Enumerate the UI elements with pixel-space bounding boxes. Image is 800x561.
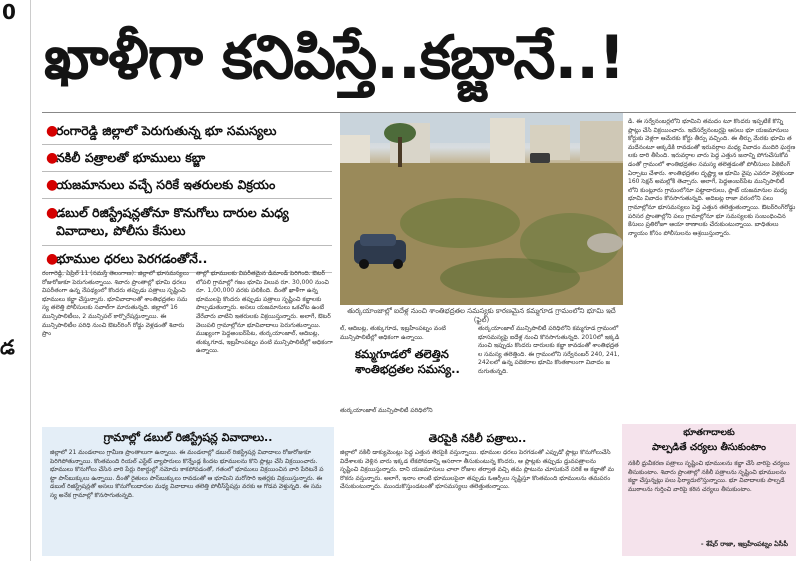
tail-left-text: తుర్కయాంజాల్ మున్సిపాలిటీ పరిధిలోని <box>340 407 433 414</box>
highlight-item <box>42 172 332 199</box>
highlight-item <box>42 246 332 273</box>
bullet-icon: ● <box>46 205 59 221</box>
highlight-item <box>42 145 332 172</box>
police-statement-box <box>622 424 796 556</box>
double-registration-heading: గ్రామాల్లో డబుల్ రిజిస్ట్రేషన్ల వివాదాలు.. <box>103 431 273 444</box>
previous-article-heading: డ <box>0 335 15 359</box>
sub-right-text: తుర్కయాంజాల్ మున్సిపాలిటీ పరిధిలోని కమ్మగూడ గ్రామంలో భూసమస్యపై ఐదేళ్ల నుంచి కొనసాగుతున్నది. 2010లో ఇక్కడి నుంచి ఇప్పుడు కొందరు దారులకు కబ్జా కావడంతో శాంతిభద్రతల సమస్య తలెత్తింది. ఈ గ్రామంలోని సర్వేనంబర్ 240, 241, 242లలో ఉన్న పదెకరాల భూమి కొంతకాలంగా వివాదం జరుగుతున్నది. <box>478 325 620 375</box>
previous-article-text <box>2 34 28 334</box>
headline: ఖాళీగా కనిపిస్తే..కబ్జానే..! <box>44 23 625 93</box>
fake-documents-heading: తెరపైకి నకిలీ పత్రాలు.. <box>428 432 527 445</box>
bullet-icon: ● <box>46 123 59 139</box>
news-photo <box>340 113 623 305</box>
previous-article-text-2 <box>2 380 28 560</box>
police-statement-heading-1: భూతగాదాలకు <box>683 428 735 438</box>
photo-caption: తుర్కయాంజాల్లో ఐదేళ్ల నుంచి శాంతిభద్రతల సమస్యకు కారణమైన కమ్మగూడ గ్రామంలోని భూమి ఇదే (ఫైల్) <box>347 307 616 324</box>
fake-documents-text: జిల్లాలో నకిలీ డాక్యుమెంట్లు పెద్ద ఎత్తున తెరపైకి వస్తున్నాయి. భూముల ధరలు పెరగడంతో ఎప్పుడో ప్లాట్లు కొనుగోలుచేసి విదేశాలకు వెళ్లిన వారు ఇక్కడ లేకపోవడాన్ని ఆసరాగా తీసుకుంటున్న కొందరు, ఆ ప్లాట్లకు తప్పుడు ధ్రువపత్రాలను సృష్టించి విక్రయిస్తున్నారు. దాని యజమానులు చాలా రోజుల తర్వాత వచ్చి తమ ప్లాటును చూసుకునే సరికే ఆ కబ్జాతో మరొకరు వస్తున్నారు. అలాగే, ఇనాం లాంటి భూములపైనా తప్పుడు ఓఆర్సీలు సృష్టిస్తూ కొంతమంది భూములను తమపరం చేసుకుంటున్నారు. ముందుకొస్తుండటంతో భూసమస్యలు తలెత్తుతున్నాయి. <box>340 449 614 491</box>
previous-article-column <box>0 0 31 561</box>
police-statement-text: నకిలీ ధ్రువీకరణ పత్రాలు సృష్టించి భూములను కబ్జా చేసే వారిపై చర్యలు తీసుకుంటాం. శివారు ప్రాంతాల్లో నకిలీ పత్రాలను సృష్టించి భూములను కబ్జా చేస్తున్నట్లు పలు ఫిర్యాదులొస్తున్నాయి. భూ వివాదాలకు పాల్పడే ముఠాలను గుర్తించి వారిపై కఠిన చర్యలు తీసుకుంటాం. <box>628 460 790 493</box>
highlight-item <box>42 199 332 246</box>
highlight-text: యజమానులు వచ్చే సరికే ఇతరులకు విక్రయం <box>56 177 276 192</box>
highlight-text: డబుల్ రిజిస్ట్రేషన్లతోనూ కొనుగోలు దారుల మధ్య వివాదాలు, పోలీసు కేసులు <box>56 205 289 238</box>
highlight-text: భూముల ధరలు పెరగడంతోనే.. <box>56 251 208 266</box>
previous-article-number: 0 <box>2 0 16 24</box>
bullet-icon: ● <box>46 150 59 166</box>
highlight-item <box>42 118 332 145</box>
police-statement-heading-2: పాల్పడితే చర్యలు తీసుకుంటాం <box>651 442 766 453</box>
dateline-text: రంగారెడ్డి, ఏప్రిల్ 11 (నమస్తే తెలంగాణ): జిల్లాలో భూసమస్యలు రోజురోజుకూ పెరుగుతున్నాయి. శివారు ప్రాంతాల్లో భూమి ధరలు విపరీతంగా ఉన్న నేపథ్యంలో కొందరు తప్పుడు పత్రాలు సృష్టించి భూములు కబ్జా చేస్తున్నారు. భూవివాదాలతో శాంతిభద్రతల సమస్య తలెత్తి పోలీసులకు సవాల్‌గా మారుతున్నది. జిల్లాలో 16 మున్సిపాలిటీలు, 2 మున్సిపల్ కార్పొరేషన్లున్నాయి. ఈ మున్సిపాలిటీల పరిధి నుంచి ఔటర్‌రింగ్ రోడ్డు వెళ్లడంతో శివారు ప్రాం <box>42 270 189 338</box>
sub-left-text: ల్, ఆదిబట్ల, తుక్కుగూడ, ఇబ్రహీంపట్నం వంటి మున్సిపాలిటీల్లో అధికంగా ఉన్నాయి. <box>340 325 446 341</box>
kammaguda-subhead: కమ్మగూడలో తలెత్తిన శాంతిభద్రతల సమస్య.. <box>355 347 460 376</box>
right-column-text: డి. ఈ సర్వేనంబర్లలోని భూమిని తమదం టూ కొందరు ఇప్పటికే కొన్ని ప్లాట్లు చేసి విక్రయించారు. ఇదేసర్వేనంబర్లపై ఆసలు భూ యజమానులు కోర్టుకు వెళ్లగా ఆమేరకు కోర్టు తీర్పు వచ్చింది. ఈ తీర్పు మేరకు భూమి తమదేనంటూ అక్కడికి రావడంతో ఇరువర్గాల మధ్య వివాదం ముదిరి ఘర్షణలకు దారి తీసింది. ఇరువర్గాల వారు పెద్ద ఎత్తున జనాన్ని పోగుచేసుకోవడంతో గ్రామంలో శాంతిభద్రతల సమస్య తలెత్తడంతో పోలీసులు పికెటింగ్ ఏర్పాటు చేశారు. శాంతిభద్రతల దృష్ట్యా ఆ భూమి వైపు ఎవరూ వెళ్లకుండా 160 సెక్షన్ అమల్లోకి తెచ్చారు. అలాగే, పెద్దఅంబర్‌పేట మున్సిపాలిటీ లోని కుంట్లూరు గ్రామంలోనూ పట్టాదారులు, ప్లాట్ యజమానుల మధ్య భూమి వివాదం కొనసాగుతున్నది. అదిబట్ల రాజా వరంలోని పలు గ్రామాల్లోనూ భూసమస్యలు పెద్ద ఎత్తున తలెత్తుతున్నాయి. ఔటర్‌రింగ్‌రోడ్డు పరిసర ప్రాంతాల్లోని పలు గ్రామాల్లోనూ భూ సమస్యలకు సంబంధించిన కేసులు ప్రతిరోజూ ఆయా ఠాణాలకు చేరుకుంటున్నాయి. బాధితులు న్యాయం కోసం పోలీసులను ఆశ్రయిస్తున్నారు. <box>628 118 796 237</box>
double-registration-box <box>42 427 334 556</box>
highlights-list <box>42 118 332 273</box>
mid-column-text: తాల్లో భూములకు విపరీతమైన డిమాండ్ పెరిగింది. ఔటర్ లోపలి గ్రామాల్లో గజం భూమి విలువ రూ. 30,000 నుంచి రూ. 1,00,000 వరకు పలికింది. దీంతో ఖాళీగా ఉన్న భూములపై కొందరు తప్పుడు పత్రాలు సృష్టించి కబ్జాలకు పాల్పడుతున్నారు. అసలు యజమానులు ఒకచోట ఉంటే వేరేవారు వాటిని ఇతరులకు విక్రయిస్తున్నారు. అలాగే, ఔటర్ వెలుపలి గ్రామాల్లోనూ భూవివాదాలు పెరుగుతున్నాయి. ముఖ్యంగా పెద్దఅంబర్‌పేట, తుర్కయాంజాల్, ఆదిబట్ల, తుక్కుగూడ, ఇబ్రహీంపట్నం వంటి మున్సిపాలిటీల్లో అధికంగా ఉన్నాయి. <box>196 270 333 355</box>
highlight-text: రంగారెడ్డి జిల్లాలో పెరుగుతున్న భూ సమస్యలు <box>56 123 277 138</box>
bullet-icon: ● <box>46 251 59 267</box>
double-registration-text: జిల్లాలో 21 మండలాలు గ్రామీణ ప్రాంతాలుగా ఉన్నాయి. ఈ మండలాల్లో డబుల్ రిజిస్ట్రేషన్ల వివాదాలు రోజురోజుకూ పెరిగిపోతున్నాయి. కొంతమంది రియల్ ఎస్టేట్ వ్యాపారులు కొన్నేండ్ల కిందట భూములను కొని ప్లాట్లు చేసి విక్రయించారు. భూములు కొనుగోలు చేసిన వారి పేర్లు రికార్డుల్లో నమోదు కాకపోవడంతో, గతంలో భూములు విక్రయించిన వారి పేరిటనే పట్టా పాస్‌బుక్కులు ఉన్నాయి. దీంతో రైతులు పాస్‌బుక్కులు రావడంతో ఆ భూమిని మరోసారి ఇతర్లకు విక్రయిస్తున్నారు. ఈ డబుల్ రిజిస్ట్రేషన్లతో అసలు కొనుగోలుదారుల మధ్య వివాదాలు తలెత్తి పోలీస్‌స్టేషన్లు వరకు ఆ గొడవ వెళ్తున్నది. ఈ సమస్య అనేక గ్రామాల్లో కొనసాగుతున్నది. <box>50 449 324 499</box>
police-statement-signature: - శేషేర్ రాజా, ఇబ్రహీంపట్నం ఏసీపీ <box>700 540 788 548</box>
highlight-text: నకిలీ పత్రాలతో భూములు కబ్జా <box>56 150 206 165</box>
bullet-icon: ● <box>46 177 59 193</box>
